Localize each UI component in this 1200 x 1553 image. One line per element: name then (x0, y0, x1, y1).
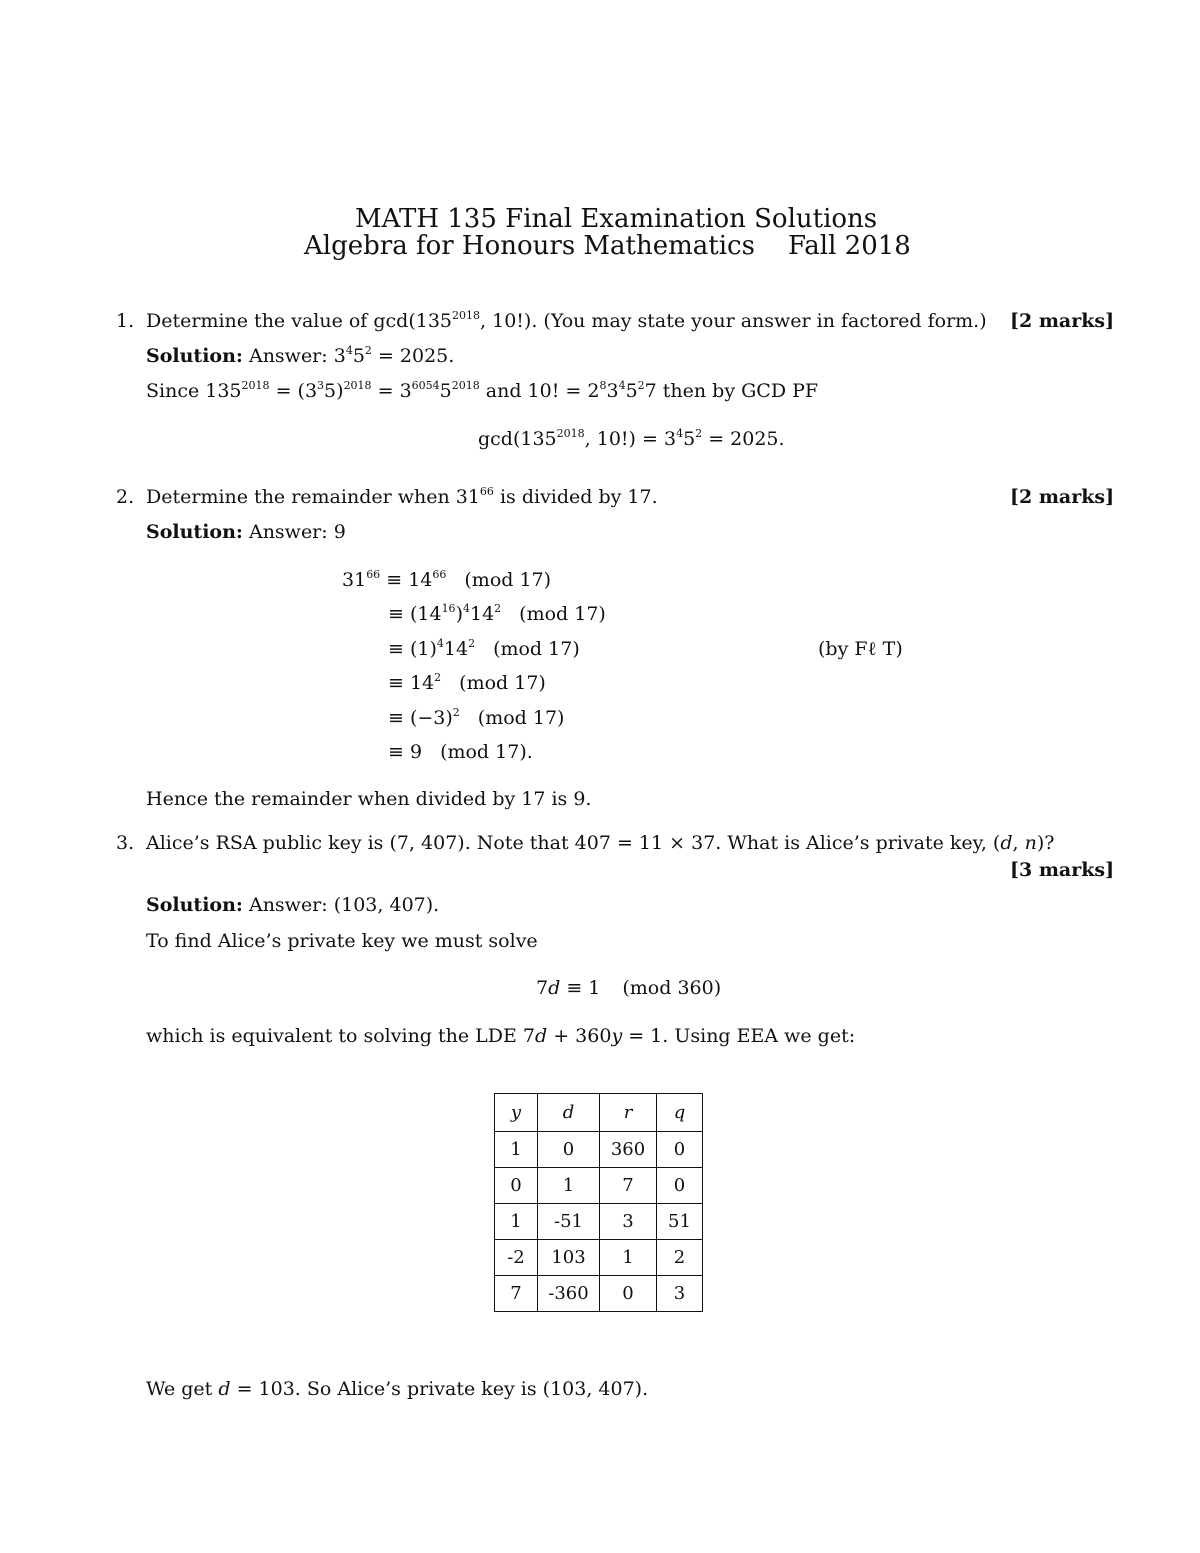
table-cell: 7 (495, 1276, 538, 1312)
table-cell: 2 (657, 1240, 703, 1276)
course-name: Algebra for Honours Mathematics (304, 231, 755, 261)
table-header-row (495, 1094, 703, 1132)
q2-step-2: ≡ $(14^{16})^414^2$ (mod 17) (388, 602, 606, 625)
q1-number: 1. (116, 310, 135, 332)
q1-derivation: Since $135^{2018} = (3^35)^{2018} = 3^{6054}5^{2018}$ and 10! = $2^83^45^27$ then by GCD PF (146, 379, 819, 402)
q2-marks: [2 marks] (1010, 486, 1115, 508)
table-cell: 103 (538, 1240, 600, 1276)
table-cell: 0 (657, 1132, 703, 1168)
q2-step-1: $31^{66} \equiv 14^{66}$ (mod 17) (342, 568, 552, 591)
q3-lde-text: which is equivalent to solving the LDE 7d + 360y = 1. Using EEA we get: (146, 1025, 856, 1047)
table-cell: 3 (600, 1204, 657, 1240)
table-cell: -51 (538, 1204, 600, 1240)
q2-step-4: ≡ $14^2$ (mod 17) (388, 671, 546, 694)
table-cell: 0 (538, 1132, 600, 1168)
table-cell: 7 (600, 1168, 657, 1204)
table-row (495, 1240, 703, 1276)
q1-question: Determine the value of $\gcd(135^{2018}$, 10!). (You may state your answer in factored form.) (146, 309, 987, 332)
q2-fermat-note: (by Fℓ T) (818, 638, 903, 660)
col-header-r: r (600, 1094, 657, 1132)
table-cell: 3 (657, 1276, 703, 1312)
q3-conclusion: We get d = 103. So Alice’s private key is (103, 407). (146, 1378, 649, 1400)
q2-answer: Solution: Answer: 9 (146, 521, 346, 543)
eea-table (494, 1093, 703, 1312)
q1-answer: Solution: Answer: $3^45^2 = 2025$. (146, 344, 455, 367)
col-header-y: y (495, 1094, 538, 1132)
table-row (495, 1276, 703, 1312)
q3-question: Alice’s RSA public key is (7, 407). Note that 407 = 11 × 37. What is Alice’s private key, (d, n)? (146, 832, 1055, 854)
table-cell: -2 (495, 1240, 538, 1276)
table-cell: 360 (600, 1132, 657, 1168)
table-cell: -360 (538, 1276, 600, 1312)
term: Fall 2018 (788, 231, 911, 261)
table-cell: 0 (600, 1276, 657, 1312)
q2-conclusion: Hence the remainder when divided by 17 is 9. (146, 788, 592, 810)
q3-answer: Solution: Answer: (103, 407). (146, 894, 440, 916)
q2-step-6: ≡ 9 (mod 17). (388, 741, 533, 763)
col-header-q: q (657, 1094, 703, 1132)
table-cell: 1 (495, 1132, 538, 1168)
page-title: MATH 135 Final Examination Solutions (355, 204, 878, 234)
table-row (495, 1204, 703, 1240)
q3-marks: [3 marks] (1010, 859, 1115, 881)
table-cell: 0 (495, 1168, 538, 1204)
table-cell: 1 (495, 1204, 538, 1240)
table-cell: 51 (657, 1204, 703, 1240)
q2-question: Determine the remainder when $31^{66}$ is divided by 17. (146, 485, 658, 508)
table-row (495, 1168, 703, 1204)
q1-marks: [2 marks] (1010, 310, 1115, 332)
col-header-d: d (538, 1094, 600, 1132)
q2-number: 2. (116, 486, 135, 508)
q1-gcd-display: $\gcd(135^{2018}$, $10!) = 3^45^2 = 2025$. (478, 427, 785, 450)
q2-step-3: ≡ $(1)^414^2$ (mod 17) (388, 637, 580, 660)
q2-step-5: ≡ $(-3)^2$ (mod 17) (388, 706, 565, 729)
q3-congruence: 7d ≡ 1 (mod 360) (536, 977, 722, 999)
q3-number: 3. (116, 832, 135, 854)
table-cell: 0 (657, 1168, 703, 1204)
q3-intro: To find Alice’s private key we must solve (146, 930, 538, 952)
table-cell: 1 (538, 1168, 600, 1204)
table-row (495, 1132, 703, 1168)
table-cell: 1 (600, 1240, 657, 1276)
